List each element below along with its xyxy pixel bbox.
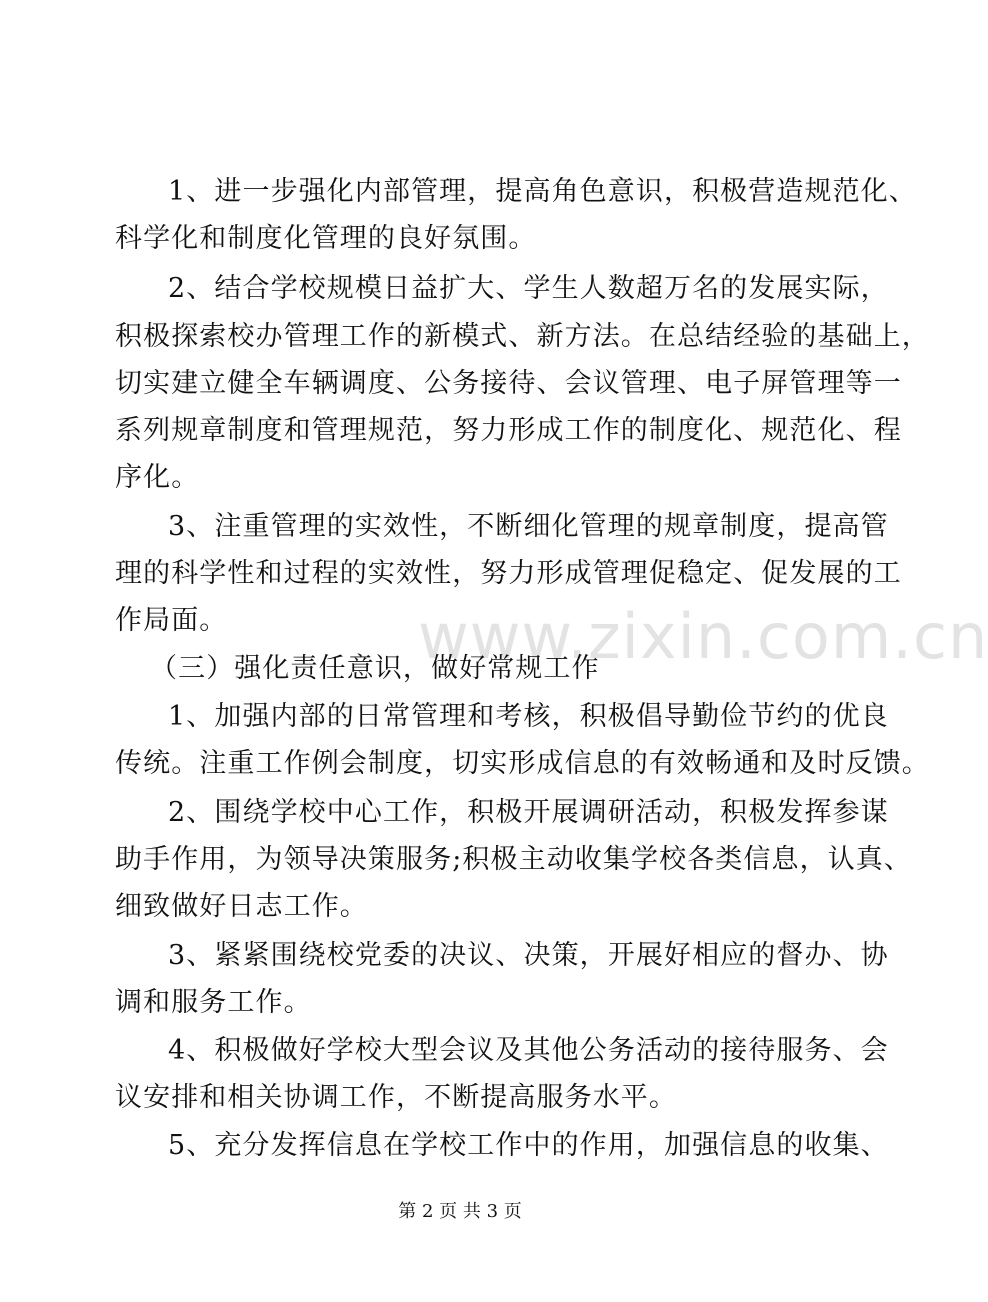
- text-line: 助手作用，为领导决策服务;积极主动收集学校各类信息，认真、: [115, 844, 912, 875]
- text-line: 3、注重管理的实效性，不断细化管理的规章制度，提高管: [168, 511, 889, 542]
- text-line: 2、结合学校规模日益扩大、学生人数超万名的发展实际，: [168, 273, 889, 304]
- text-line: 细致做好日志工作。: [115, 891, 368, 922]
- section-heading-text: （三）强化责任意识，做好常规工作: [150, 653, 600, 684]
- text-line: 序化。: [115, 462, 200, 493]
- text-line: 调和服务工作。: [115, 987, 312, 1018]
- text-line: 系列规章制度和管理规范，努力形成工作的制度化、规范化、程: [115, 415, 902, 446]
- text-line: 切实建立健全车辆调度、公务接待、会议管理、电子屏管理等一: [115, 368, 902, 399]
- text-line: 作局面。: [115, 605, 228, 636]
- text-line: 科学化和制度化管理的良好氛围。: [115, 223, 537, 254]
- text-line: 4、积极做好学校大型会议及其他公务活动的接待服务、会: [168, 1035, 889, 1066]
- text-line: 2、围绕学校中心工作，积极开展调研活动，积极发挥参谋: [168, 797, 889, 828]
- watermark: www.zixin.com.cn: [418, 600, 988, 673]
- text-line: 1、加强内部的日常管理和考核，积极倡导勤俭节约的优良: [168, 701, 889, 732]
- text-line: 理的科学性和过程的实效性，努力形成管理促稳定、促发展的工: [115, 558, 902, 589]
- text-line: 传统。注重工作例会制度，切实形成信息的有效畅通和及时反馈。: [115, 748, 930, 779]
- text-line: 1、进一步强化内部管理，提高角色意识，积极营造规范化、: [168, 176, 917, 207]
- text-line: 3、紧紧围绕校党委的决议、决策，开展好相应的督办、协: [168, 940, 889, 971]
- text-line: 积极探索校办管理工作的新模式、新方法。在总结经验的基础上，: [115, 321, 930, 352]
- text-line: 议安排和相关协调工作，不断提高服务水平。: [115, 1082, 677, 1113]
- text-line: 5、充分发挥信息在学校工作中的作用，加强信息的收集、: [168, 1130, 889, 1161]
- page-footer: 第 2 页 共 3 页: [398, 1201, 522, 1222]
